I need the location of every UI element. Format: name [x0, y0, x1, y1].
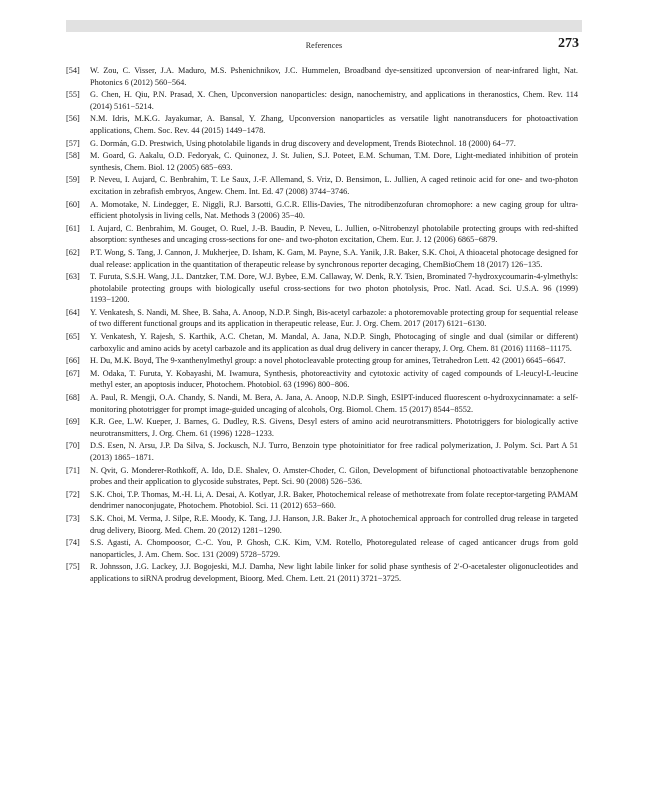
reference-text: Y. Venkatesh, S. Nandi, M. Shee, B. Saha, A. Anoop, N.D.P. Singh, Bis-acetyl carbazole: a photoremovable protecting group for sequential release of two different functional groups and its application in therapeutic release, Eur. J. Org. Chem. 2017 (2017) 6121−6130.: [90, 307, 578, 329]
reference-number: [68]: [66, 393, 80, 403]
reference-text: S.S. Agasti, A. Chompoosor, C.-C. You, P. Ghosh, C.K. Kim, V.M. Rotello, Photoregulated release of caged anticancer drugs from gold nanoparticles, J. Am. Chem. Soc. 131 (2009) 5728−5729.: [90, 538, 578, 559]
reference-text: M. Goard, G. Aakalu, O.D. Fedoryak, C. Quinonez, J. St. Julien, S.J. Poteet, E.M. Schuman, T.M. Dore, Light-mediated inhibition of protein synthesis, Chem. Biol. 12 (2005) 685−693.: [90, 151, 578, 172]
reference-text: T. Furuta, S.S.H. Wang, J.L. Dantzker, T.M. Dore, W.J. Bybee, E.M. Callaway, W. Denk, R.Y. Tsien, Brominated 7-hydroxycoumarin-4-ylmethyls: photolabile protecting groups with biologically useful cross-sections for two photon photolysis, Proc. Natl. Acad. Sci. U.S.A. 96 (1999) 1193−1200.: [90, 272, 578, 305]
reference-item: [66, 355, 578, 367]
reference-item: [66, 416, 578, 439]
reference-number: [75]: [66, 562, 80, 572]
reference-item: [66, 65, 578, 88]
reference-item: [66, 247, 578, 270]
reference-text: D.S. Esen, N. Arsu, J.P. Da Silva, S. Jockusch, N.J. Turro, Benzoin type photoinitiator for free radical polymerization, J. Polym. Sci. Part A 51 (2013) 1865−1871.: [90, 441, 578, 462]
page-number: 273: [558, 36, 579, 51]
reference-text: S.K. Choi, M. Verma, J. Silpe, R.E. Moody, K. Tang, J.J. Hanson, J.R. Baker Jr., A photochemical approach for controlled drug release in targeted drug delivery, Bioorg. Med. Chem. 20 (2012) 1281−1290.: [90, 513, 578, 535]
reference-text: P.T. Wong, S. Tang, J. Cannon, J. Mukherjee, D. Isham, K. Gam, M. Payne, S.A. Yanik, J.R. Baker, S.K. Choi, A thioacetal photocage designed for dual release: application in the quantitation of therapeutic release by synchronous reporter decaging, ChemBioChem 18 (2017) 126−135.: [90, 247, 578, 269]
reference-item: [66, 307, 578, 330]
reference-text: G. Dormán, G.D. Prestwich, Using photolabile ligands in drug discovery and development, Trends Biotechnol. 18 (2000) 64−77.: [90, 138, 516, 148]
reference-item: [66, 465, 578, 488]
running-head: [66, 36, 582, 56]
reference-number: [56]: [66, 114, 80, 124]
reference-text: R. Johnsson, J.G. Lackey, J.J. Bogojeski, M.J. Damha, New light labile linker for solid phase synthesis of 2′-O-acetalester oligonucleotides and applications to siRNA prodrug development, Bioorg. Med. Chem. Lett. 21 (2011) 3721−3725.: [90, 562, 578, 583]
reference-number: [61]: [66, 223, 80, 233]
reference-item: [66, 368, 578, 391]
reference-text: M. Odaka, T. Furuta, Y. Kobayashi, M. Iwamura, Synthesis, photoreactivity and cytotoxic activity of caged compounds of L-leucyl-L-leucine methyl ester, an apoptosis inducer, Photochem. Photobiol. 63 (1996) 800−806.: [90, 368, 578, 390]
reference-item: [66, 537, 578, 560]
reference-text: G. Chen, H. Qiu, P.N. Prasad, X. Chen, Upconversion nanoparticles: design, nanochemistry, and applications in theranostics, Chem. Rev. 114 (2014) 5161−5214.: [90, 90, 578, 111]
reference-number: [63]: [66, 272, 80, 282]
reference-number: [54]: [66, 66, 80, 75]
reference-text: A. Momotake, N. Lindegger, E. Niggli, R.J. Barsotti, G.C.R. Ellis-Davies, The nitrodibenzofuran chromophore: a new caging group for ultra-efficient photolysis in living cells, Nat. Methods 3 (2006) 35−40.: [90, 199, 578, 221]
reference-text: P. Neveu, I. Aujard, C. Benbrahim, T. Le Saux, J.-F. Allemand, S. Vriz, D. Bensimon, L. Jullien, A caged retinoic acid for one- and two-photon excitation in zebrafish embryos, Angew. Chem. Int. Ed. 47 (2008) 3744−3746.: [90, 175, 578, 196]
reference-number: [70]: [66, 441, 80, 451]
reference-number: [64]: [66, 307, 80, 317]
reference-number: [57]: [66, 138, 80, 148]
reference-item: [66, 392, 578, 415]
reference-number: [72]: [66, 489, 80, 499]
reference-number: [69]: [66, 417, 80, 427]
reference-number: [59]: [66, 175, 80, 185]
reference-item: [66, 150, 578, 173]
reference-text: Y. Venkatesh, Y. Rajesh, S. Karthik, A.C. Chetan, M. Mandal, A. Jana, N.D.P. Singh, Photocaging of single and dual (similar or different) carboxylic and amino acids by acetyl carbazole and its application as dual drug delivery in cancer therapy, J. Org. Chem. 81 (2016) 11168−11175.: [90, 332, 578, 353]
reference-item: [66, 489, 578, 512]
reference-list: [66, 65, 578, 586]
reference-text: S.K. Choi, T.P. Thomas, M.-H. Li, A. Desai, A. Kotlyar, J.R. Baker, Photochemical release of methotrexate from folate receptor-targeting PAMAM dendrimer nanoconjugate, Photochem. Photobiol. Sci. 11 (2012) 653−660.: [90, 489, 578, 511]
reference-number: [74]: [66, 538, 80, 548]
reference-item: [66, 89, 578, 112]
reference-item: [66, 174, 578, 197]
reference-item: [66, 440, 578, 463]
reference-item: [66, 199, 578, 222]
reference-item: [66, 223, 578, 246]
reference-number: [71]: [66, 465, 80, 475]
reference-number: [67]: [66, 368, 80, 378]
reference-item: [66, 113, 578, 136]
reference-text: H. Du, M.K. Boyd, The 9-xanthenylmethyl group: a novel photocleavable protecting group for amines, Tetrahedron Lett. 42 (2001) 6645−6647.: [90, 356, 566, 366]
section-title: References: [305, 41, 343, 50]
reference-number: [66]: [66, 356, 80, 366]
reference-number: [58]: [66, 151, 80, 161]
reference-text: W. Zou, C. Visser, J.A. Maduro, M.S. Pshenichnikov, J.C. Hummelen, Broadband dye-sensitized upconversion of near-infrared light, Nat. Photonics 6 (2012) 560−564.: [90, 66, 578, 87]
reference-item: [66, 513, 578, 536]
reference-text: A. Paul, R. Mengji, O.A. Chandy, S. Nandi, M. Bera, A. Jana, A. Anoop, N.D.P. Singh, ESIPT-induced fluorescent o-hydroxycinnamate: a self-monitoring phototrigger for prompt image-guided uncaging of alcohols, Org. Biomol. Chem. 15 (2017) 8544−8552.: [90, 393, 578, 414]
reference-number: [65]: [66, 332, 80, 342]
reference-item: [66, 561, 578, 584]
reference-text: N. Qvit, G. Monderer-Rothkoff, A. Ido, D.E. Shalev, O. Amster-Choder, C. Gilon, Development of bifunctional photoactivatable benzophenone probes and their application to glycoside substrates, Pept. Sci. 90 (2008) 526−536.: [90, 465, 578, 487]
reference-number: [73]: [66, 513, 80, 523]
header-band: [66, 20, 582, 32]
reference-text: N.M. Idris, M.K.G. Jayakumar, A. Bansal, Y. Zhang, Upconversion nanoparticles as versatile light nanotransducers for photoactivation applications, Chem. Soc. Rev. 44 (2015) 1449−1478.: [90, 114, 578, 135]
reference-number: [62]: [66, 247, 80, 257]
reference-item: [66, 331, 578, 354]
reference-item: [66, 138, 578, 150]
reference-text: K.R. Gee, L.W. Kueper, J. Barnes, G. Dudley, R.S. Givens, Desyl esters of amino acid neurotransmitters. Phototriggers for biologically active neurotransmitters, J. Org. Chem. 61 (1996) 1228−1233.: [90, 417, 578, 438]
reference-item: [66, 271, 578, 306]
reference-number: [55]: [66, 90, 80, 100]
reference-text: I. Aujard, C. Benbrahim, M. Gouget, O. Ruel, J.-B. Baudin, P. Neveu, L. Jullien, o-Nitrobenzyl photolabile protecting groups with red-shifted absorption: syntheses and uncaging cross-sections for one- and two-photon excitation, Chem. Eur. J. 12 (2006) 6865−6879.: [90, 223, 578, 245]
reference-number: [60]: [66, 199, 80, 209]
